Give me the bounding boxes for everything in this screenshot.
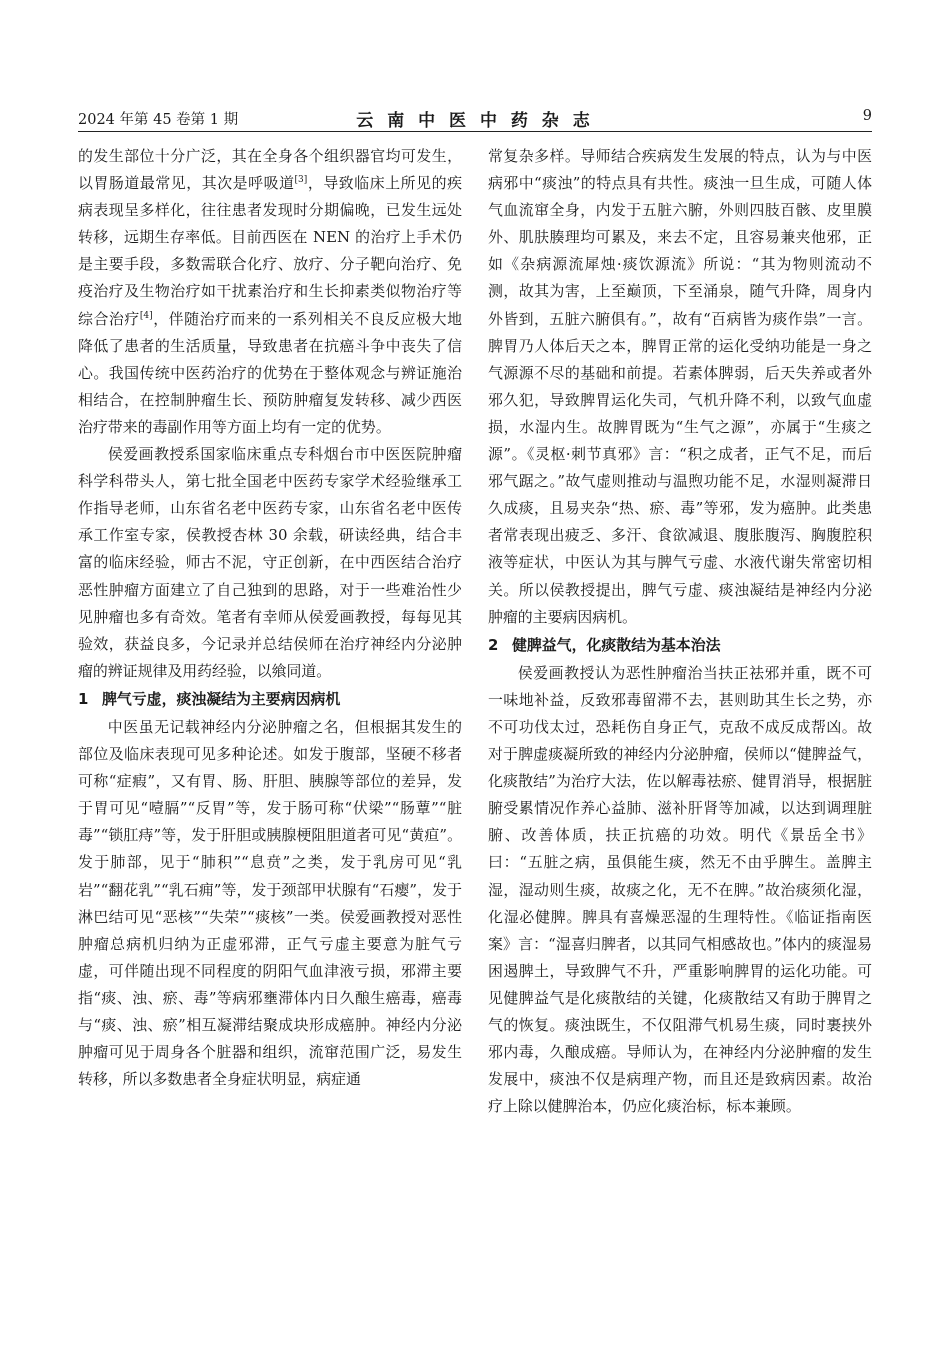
left-column bbox=[78, 143, 462, 1093]
page-number: 9 bbox=[862, 108, 872, 124]
issue-info: 2024 年第 45 卷第 1 期 bbox=[78, 112, 239, 128]
header-rule bbox=[78, 131, 872, 132]
paragraph: 常复杂多样。导师结合疾病发生发展的特点，认为与中医病邪中“痰浊”的特点具有共性。痰浊一旦生成，可随人体气血流窜全身，内发于五脏六腑，外则四肢百骸、皮里膜外、肌肤腠理均可累及，来去不定，且容易兼夹他邪，正如《杂病源流犀烛·痰饮源流》所说：“其为物则流动不测，故其为害，上至巅顶，下至涌泉，随气升降，周身内外皆到，五脏六腑俱有。”，故有“百病皆为痰作祟”一言。脾胃乃人体后天之本，脾胃正常的运化受纳功能是一身之气源源不尽的基础和前提。若素体脾弱，后天失养或者外邪久犯，导致脾胃运化失司，气机升降不利，以致气血虚损，水湿内生。故脾胃既为“生气之源”，亦属于“生痰之源”。《灵枢·刺节真邪》言：“积之成者，正气不足，而后邪气踞之。”故气虚则推动与温煦功能不足，水湿则凝滞日久成痰，且易夹杂“热、瘀、毒”等邪，发为癌肿。此类患者常表现出疲乏、多汗、食欲减退、腹胀腹泻、胸腹腔积液等症状，中医认为其与脾气亏虚、水液代谢失常密切相关。所以侯教授提出，脾气亏虚、痰浊凝结是神经内分泌肿瘤的主要病因病机。 bbox=[488, 147, 872, 626]
citation-ref: [3] bbox=[294, 175, 308, 186]
right-column bbox=[488, 143, 872, 1120]
journal-title: 云 南 中 医 中 药 杂 志 bbox=[356, 111, 594, 131]
section-heading-1: 1 脾气亏虚，痰浊凝结为主要病因病机 bbox=[78, 689, 341, 708]
section-heading-2: 2 健脾益气，化痰散结为基本治法 bbox=[488, 635, 721, 654]
paragraph: 侯爱画教授系国家临床重点专科烟台市中医医院肿瘤科学科带头人，第七批全国老中医药专家学术经验继承工作指导老师，山东省名老中医药专家，山东省名老中医传承工作室专家，侯教授杏林 30 余载，研读经典，结合丰富的临床经验，师古不泥，守正创新，在中西医结合治疗恶性肿瘤方面建立了自己独到的思路，对于一些难治性少见肿瘤也多有奇效。笔者有幸师从侯爱画教授，每每见其验效，获益良多，今记录并总结侯师在治疗神经内分泌肿瘤的辨证规律及用药经验，以飨同道。 bbox=[78, 445, 462, 680]
paragraph: 的发生部位十分广泛，其在全身各个组织器官均可发生，以胃肠道最常见，其次是呼吸道[3]，导致临床上所见的疾病表现呈多样化，往往患者发现时分期偏晚，已发生远处转移，远期生存率低。目前西医在 NEN 的治疗上手术仍是主要手段，多数需联合化疗、放疗、分子靶向治疗、免疫治疗及生物治疗如干扰素治疗和生长抑素类似物治疗等综合治疗[4]，伴随治疗而来的一系列相关不良反应极大地降低了患者的生活质量，导致患者在抗癌斗争中丧失了信心。我国传统中医药治疗的优势在于整体观念与辨证施治相结合，在控制肿瘤生长、预防肿瘤复发转移、减少西医治疗带来的毒副作用等方面上均有一定的优势。 bbox=[78, 147, 462, 436]
paragraph: 侯爱画教授认为恶性肿瘤治当扶正祛邪并重，既不可一味地补益，反致邪毒留滞不去，甚则助其生长之势，亦不可功伐太过，恐耗伤自身正气，克敌不成反成帮凶。故对于脾虚痰凝所致的神经内分泌肿瘤，侯师以“健脾益气，化痰散结”为治疗大法，佐以解毒祛瘀、健胃消导，根据脏腑受累情况作养心益肺、滋补肝肾等加减，以达到调理脏腑、改善体质，扶正抗癌的功效。明代《景岳全书》曰：“五脏之病，虽俱能生痰，然无不由乎脾生。盖脾主湿，湿动则生痰，故痰之化，无不在脾。”故治痰须化湿，化湿必健脾。脾具有喜燥恶湿的生理特性。《临证指南医案》言：“湿喜归脾者，以其同气相感故也。”体内的痰湿易困遏脾土，导致脾气不升，严重影响脾胃的运化功能。可见健脾益气是化痰散结的关键，化痰散结又有助于脾胃之气的恢复。痰浊既生，不仅阻滞气机易生痰，同时裹挟外邪内毒，久酿成癌。导师认为，在神经内分泌肿瘤的发生发展中，痰浊不仅是病理产物，而且还是致病因素。故治疗上除以健脾治本，仍应化痰治标，标本兼顾。 bbox=[488, 663, 872, 1116]
citation-ref: [4] bbox=[139, 310, 153, 321]
paragraph: 中医虽无记载神经内分泌肿瘤之名，但根据其发生的部位及临床表现可见多种论述。如发于腹部，坚硬不移者可称“症瘕”，又有胃、肠、肝胆、胰腺等部位的差异，发于胃可见“噎膈”“反胃”等，发于肠可称“伏梁”“肠蕈”“脏毒”“锁肛痔”等，发于肝胆或胰腺梗阻胆道者可见“黄疸”。发于肺部，见于“肺积”“息贲”之类，发于乳房可见“乳岩”“翻花乳”“乳石痈”等，发于颈部甲状腺有“石瘿”，发于淋巴结可见“恶核”“失荣”“痰核”一类。侯爱画教授对恶性肿瘤总病机归纳为正虚邪滞，正气亏虚主要意为脏气亏虚，可伴随出现不同程度的阴阳气血津液亏损，邪滞主要指“痰、浊、瘀、毒”等病邪壅滞体内日久酿生癌毒，癌毒与“痰、浊、瘀”相互凝滞结聚成块形成癌肿。神经内分泌肿瘤可见于周身各个脏器和组织，流窜范围广泛，易发生转移，所以多数患者全身症状明显，病症通 bbox=[78, 717, 462, 1089]
running-header bbox=[78, 106, 872, 130]
